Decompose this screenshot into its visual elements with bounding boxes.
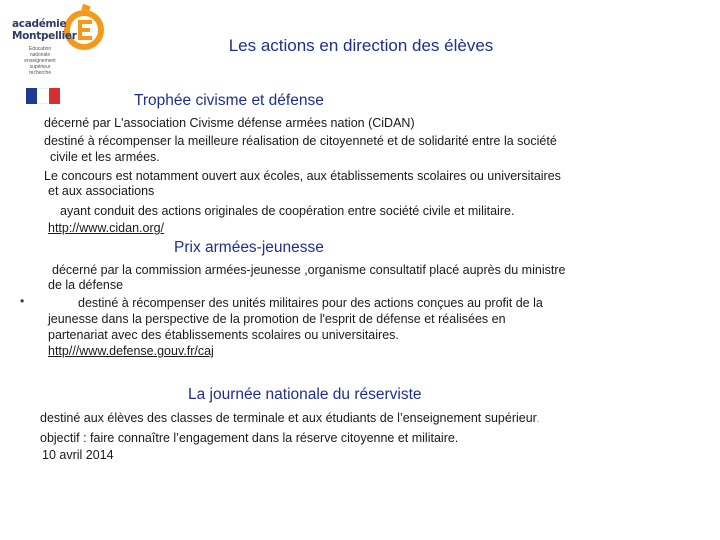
page-title-text: Les actions en direction des élèves [228, 36, 494, 55]
ministry-line-5: recherche [28, 70, 52, 76]
prix-line-5: partenariat avec des établissements scolaires ou universitaires. [48, 328, 399, 342]
prix-line-1: décerné par la commission armées-jeunesse ,organisme consultatif placé auprès du ministre [52, 263, 566, 277]
ministry-line-2: nationale [29, 52, 51, 58]
section-heading-trophee: Trophée civisme et défense [134, 92, 324, 109]
trophee-line-4: Le concours est notamment ouvert aux écoles, aux établissements scolaires ou universitaires [44, 169, 561, 183]
cidan-link[interactable]: http://www.cidan.org/ [48, 221, 165, 235]
logo-line-academie: académie [12, 18, 67, 30]
reserviste-line-2: objectif : faire connaître l’engagement dans la réserve citoyenne et militaire. [40, 431, 459, 445]
page-title [0, 36, 720, 56]
ministry-line-3: enseignement [24, 58, 56, 64]
trophee-line-6: ayant conduit des actions originales de coopération entre société civile et militaire. [60, 204, 515, 218]
defense-caj-link[interactable]: http///www.defense.gouv.fr/caj [48, 344, 214, 358]
reserviste-line-1-text: destiné aux élèves des classes de terminale et aux étudiants de l’enseignement supérieur [40, 411, 537, 425]
trophee-line-5: et aux associations [48, 184, 155, 198]
trophee-line-1: décerné par L'association Civisme défense armées nation (CiDAN) [44, 116, 415, 130]
reserviste-date: 10 avril 2014 [42, 448, 114, 462]
prix-line-4: jeunesse dans la perspective de la promotion de l'esprit de défense et réalisées en [48, 312, 506, 326]
section-heading-prix: Prix armées-jeunesse [174, 239, 324, 256]
logo-line-montpellier: Montpellier [12, 30, 77, 42]
trophee-line-3: civile et les armées. [50, 150, 160, 164]
reserviste-line-1 [40, 410, 540, 426]
section-heading-reserviste: La journée nationale du réserviste [188, 386, 422, 403]
bullet-marker: • [20, 294, 25, 308]
trophee-line-2: destiné à récompenser la meilleure réalisation de citoyenneté et de solidarité entre la société [44, 134, 557, 148]
reserviste-line-1-period: . [536, 411, 540, 425]
prix-line-3: destiné à récompenser des unités militaires pour des actions conçues au profit de la [78, 296, 543, 310]
ministry-line-4: supérieur [29, 64, 51, 70]
republique-francaise-flag-icon [26, 88, 60, 104]
ministry-line-1: Education [28, 46, 52, 52]
prix-line-2: de la défense [48, 278, 124, 292]
